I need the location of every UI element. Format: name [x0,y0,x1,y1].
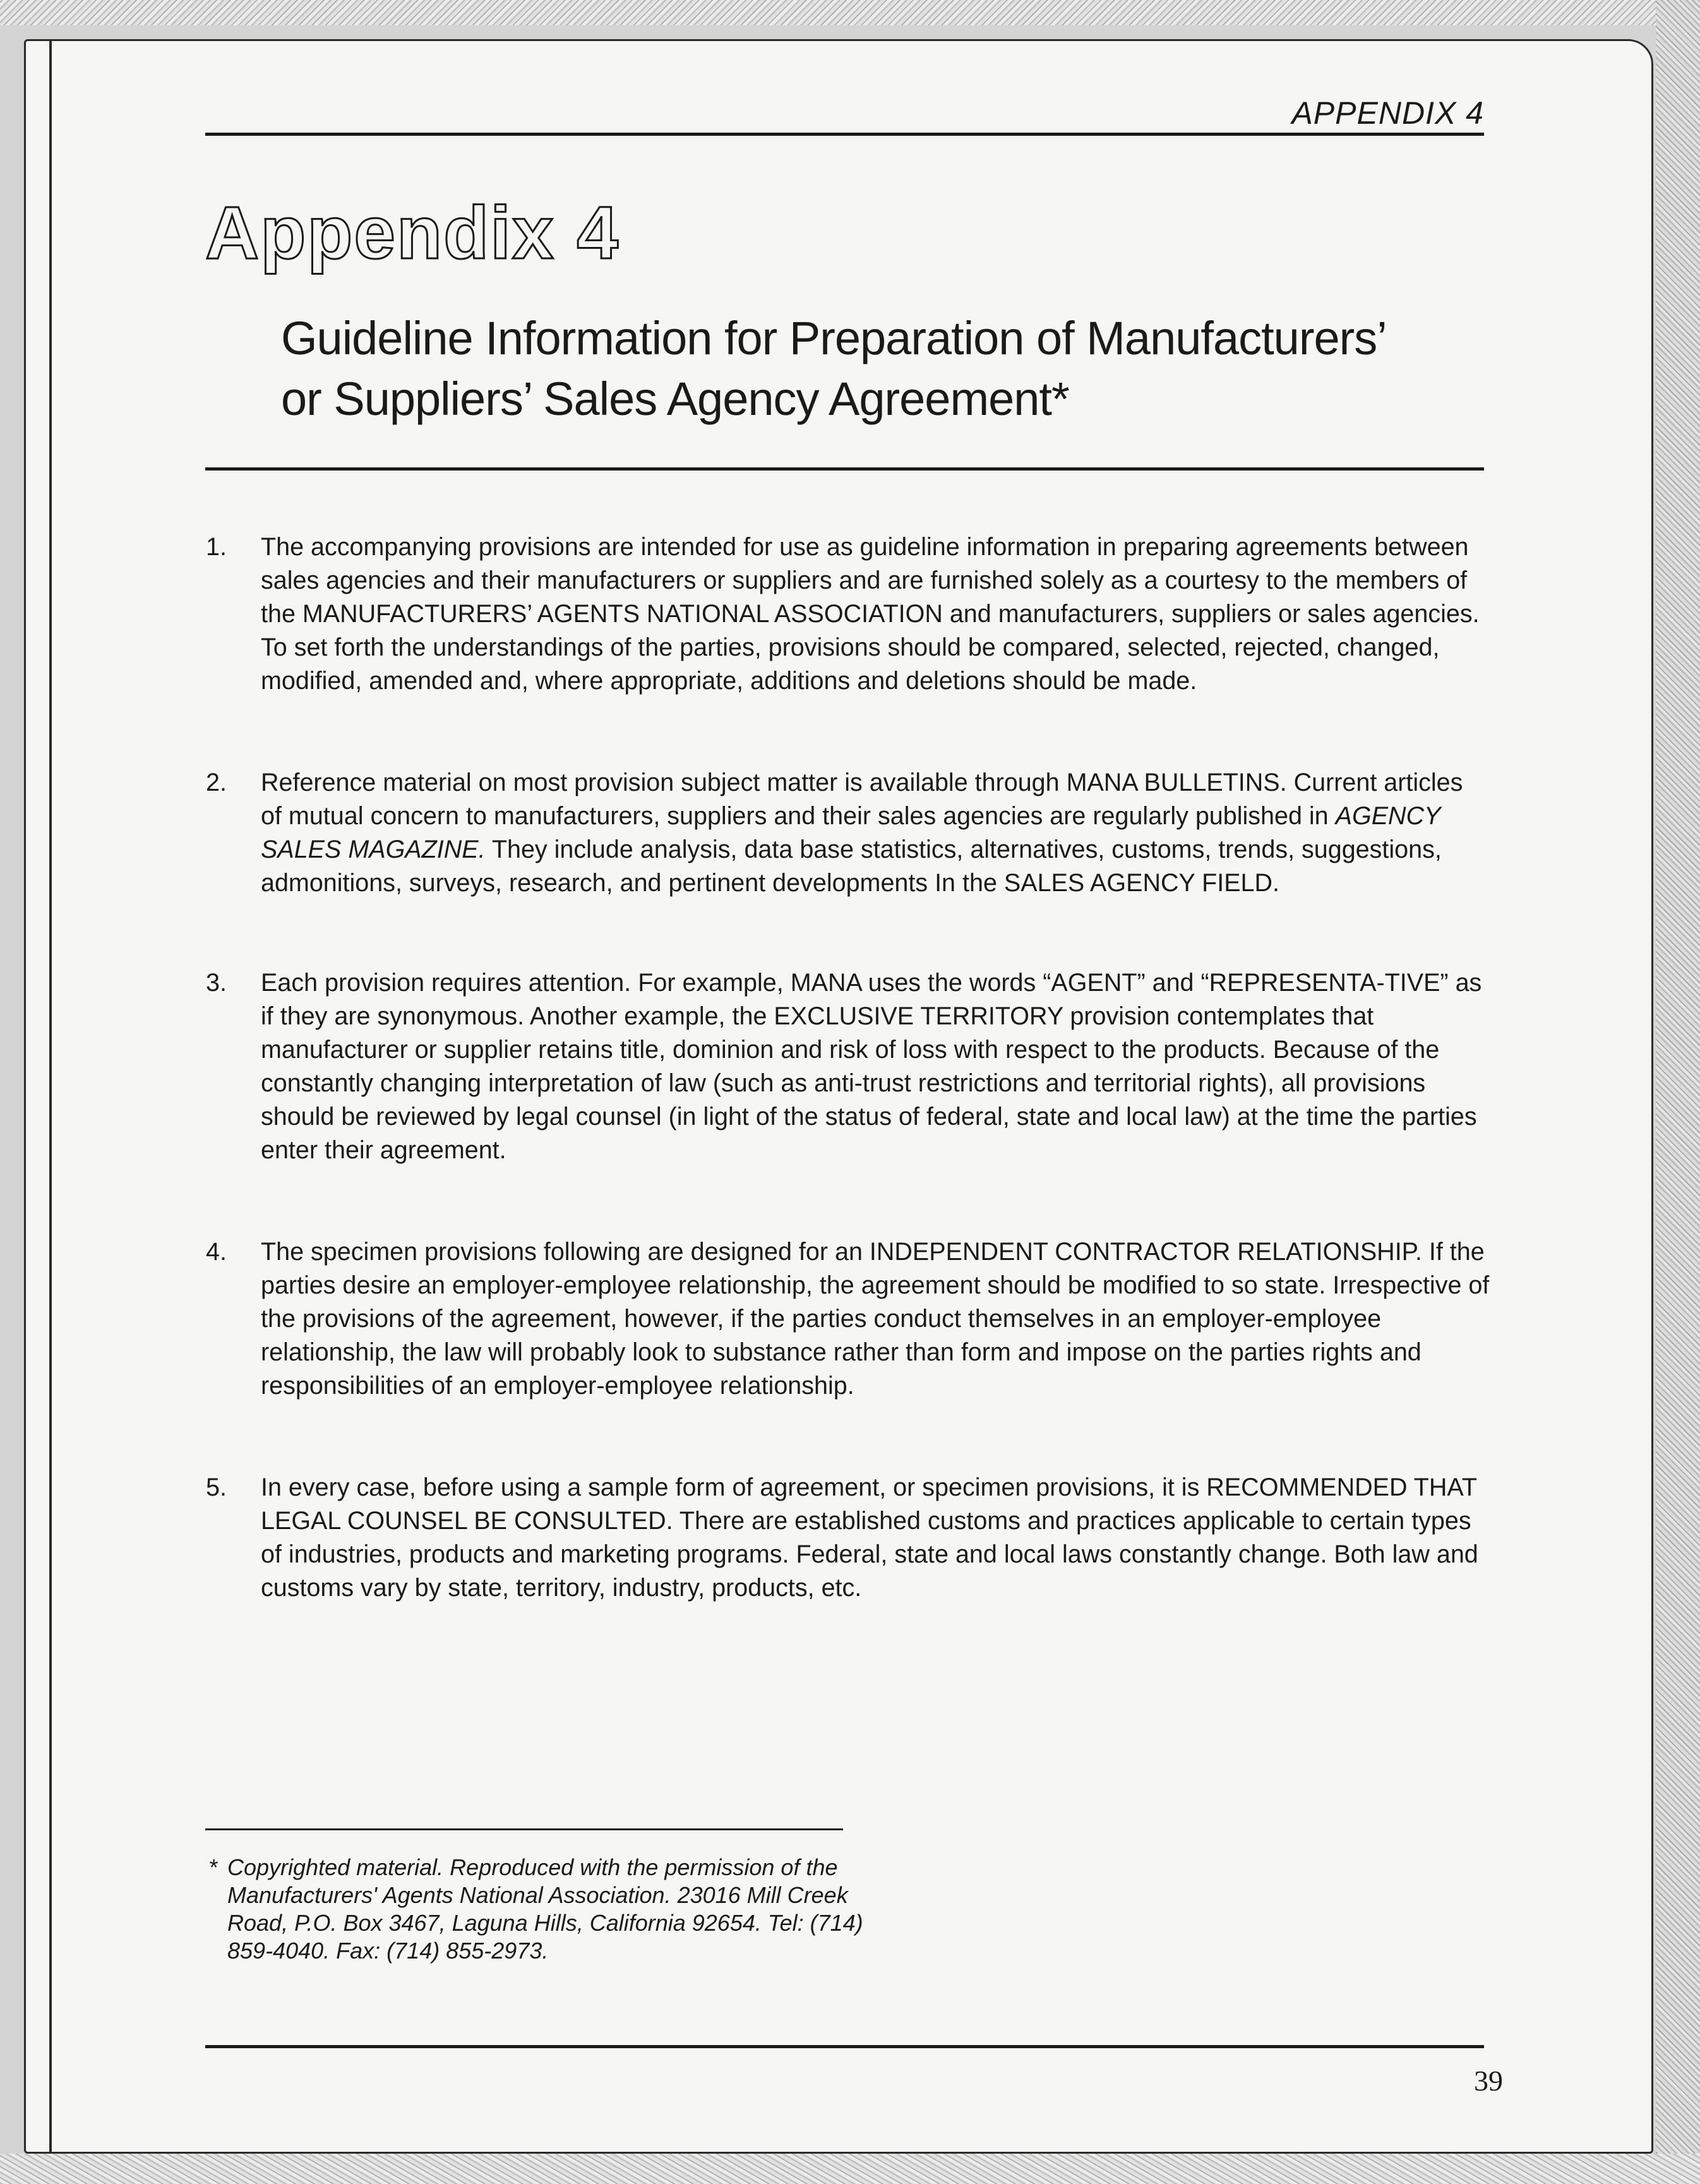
binding-edge [49,39,52,2154]
subtitle-line-2: or Suppliers’ Sales Agency Agreement* [281,373,1069,425]
scan-border-right [1656,0,1700,2184]
numbered-list [202,531,1490,1605]
footnote-rule [205,1828,843,1830]
subtitle-line-1: Guideline Information for Preparation of Manufacturers’ [281,312,1387,364]
magazine-title: AGENCY SALES MAGAZINE. [261,802,1440,863]
footnote-mark: * [208,1854,218,1880]
footer-rule [205,2045,1484,2048]
item-text-part: Reference material on most provision subject matter is available through MANA BULLETINS. Current articles of mutual concern to manufacturers, suppliers and their sales agencies are regularly published in [261,769,1463,830]
item-number: 5. [206,1473,227,1501]
item-number: 4. [206,1238,227,1266]
item-text [261,769,1463,897]
header-rule [205,133,1484,136]
list-item [202,531,1490,698]
list-item [202,1471,1490,1605]
list-item [202,1235,1490,1403]
footnote [208,1854,871,1965]
list-item [202,766,1490,900]
footnote-text: Copyrighted material. Reproduced with the permission of the Manufacturers' Agents National Association. 23016 Mill Creek Road, P.O. Box 3467, Laguna Hills, California 92654. Tel: (714) 859-4040. Fax: (714) 855-2973. [227,1854,863,1964]
item-text: The specimen provisions following are designed for an INDEPENDENT CONTRACTOR RELATIONSHIP. If the parties desire an employer-employee relationship, the agreement should be modified to so state. Irrespective of the provisions of the agreement, however, if the parties conduct themselves in an employer-employee relationship, the law will probably look to substance rather than form and impose on the parties rights and responsibilities of an employer-employee relationship. [261,1238,1490,1400]
page-title: Appendix 4 [205,191,620,275]
item-text: The accompanying provisions are intended for use as guideline information in preparing agreements between sales agencies and their manufacturers or suppliers and are furnished solely as a courtesy to the members of the MANUFACTURERS’ AGENTS NATIONAL ASSOCIATION and manufacturers, suppliers or sales agencies. To set forth the understandings of the parties, provisions should be compared, selected, rejected, changed, modified, amended and, where appropriate, additions and deletions should be made. [261,533,1480,695]
scan-border-top [0,0,1700,25]
running-header: APPENDIX 4 [1291,95,1484,131]
item-number: 3. [206,969,227,997]
title-rule [205,467,1484,471]
scan-border-bottom [0,2154,1700,2184]
item-text: In every case, before using a sample form of agreement, or specimen provisions, it is RECOMMENDED THAT LEGAL COUNSEL BE CONSULTED. There are established customs and practices applicable to certain types of industries, products and marketing programs. Federal, state and local laws constantly change. Both law and customs vary by state, territory, industry, products, etc. [261,1473,1478,1602]
item-text: Each provision requires attention. For example, MANA uses the words “AGENT” and “REPRESENTA-TIVE” as if they are synonymous. Another example, the EXCLUSIVE TERRITORY provision contemplates that manufacturer or supplier retains title, dominion and risk of loss with respect to the products. Because of the constantly changing interpretation of law (such as anti-trust restrictions and territorial rights), all provisions should be reviewed by legal counsel (in light of the status of federal, state and local law) at the time the parties enter their agreement. [261,969,1482,1164]
list-item [202,966,1490,1167]
page-number: 39 [1474,2065,1503,2097]
item-text-part: They include analysis, data base statistics, alternatives, customs, trends, suggestions, admonitions, surveys, research, and pertinent developments In the SALES AGENCY FIELD. [261,836,1442,897]
page-subtitle [281,308,1468,429]
item-number: 2. [206,769,227,796]
item-number: 1. [206,533,227,561]
